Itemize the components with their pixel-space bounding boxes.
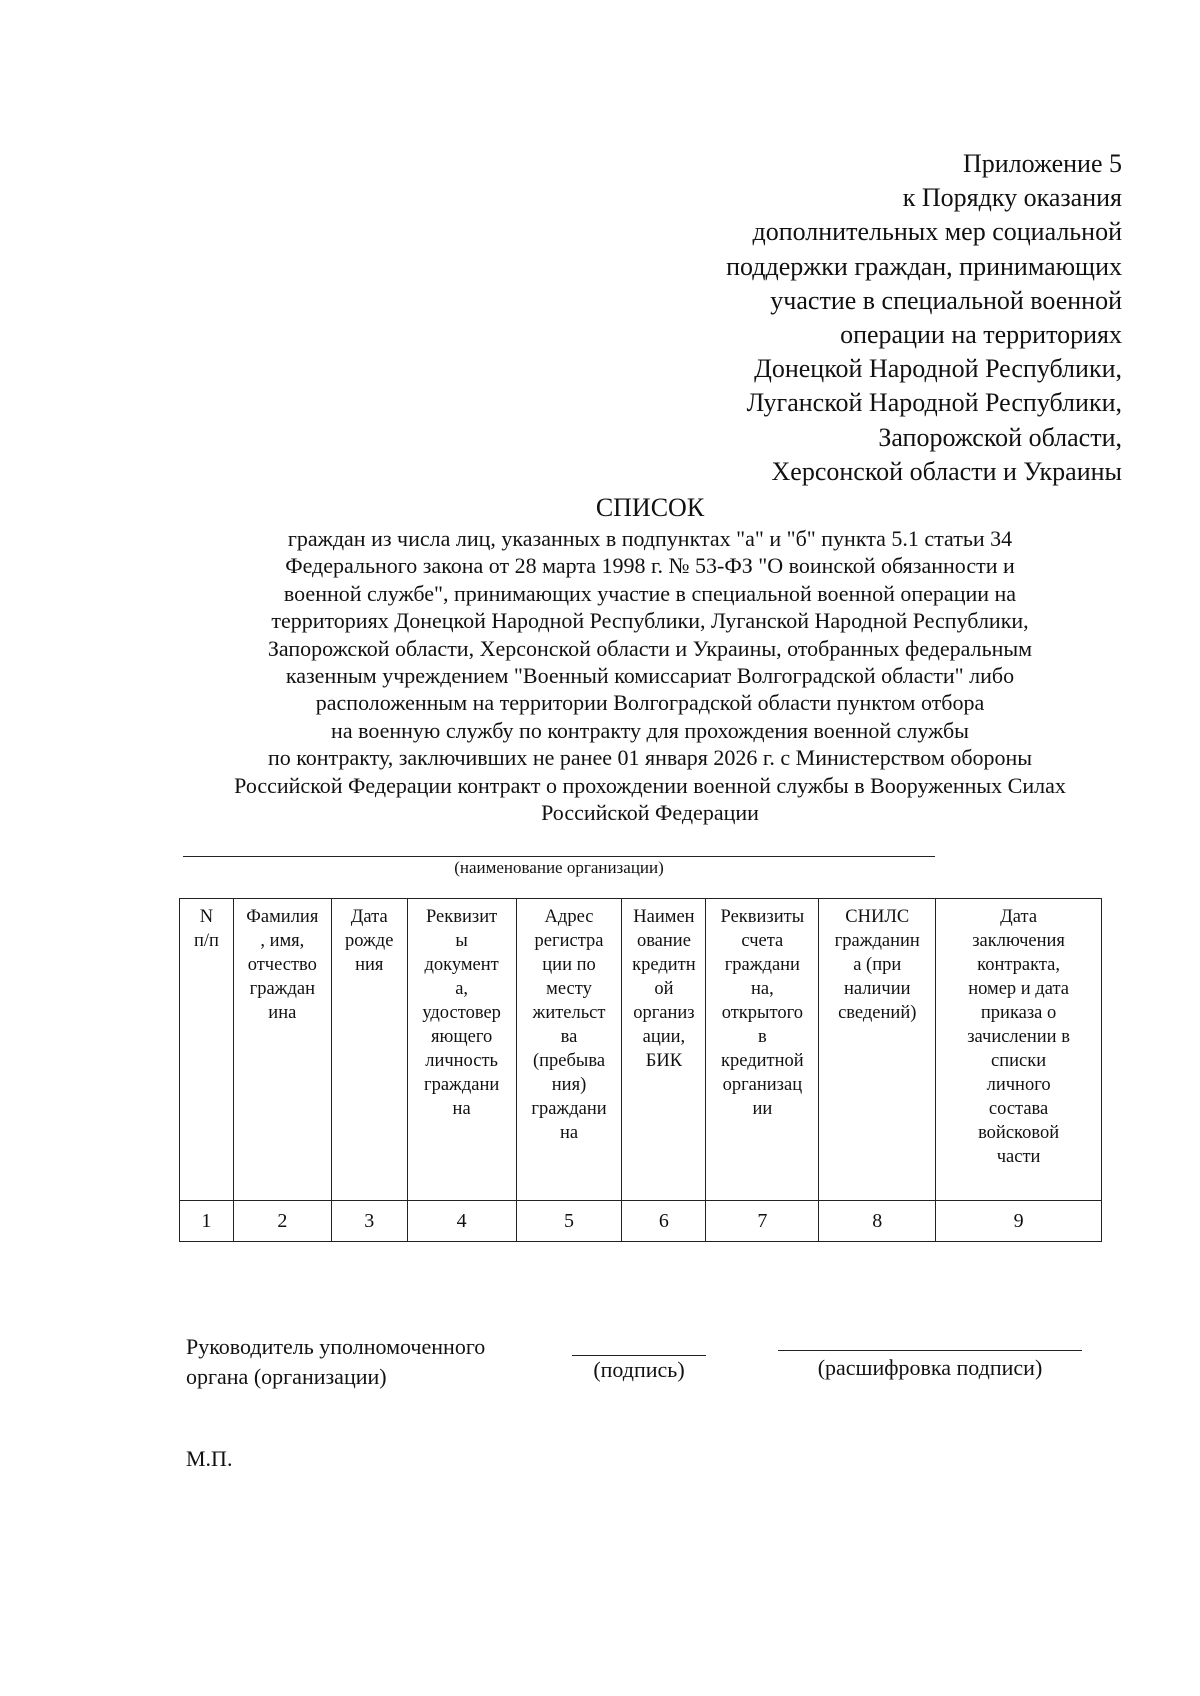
header-number: [180, 899, 234, 1201]
header-line: яющего: [431, 1027, 493, 1047]
header-line: (пребыва: [532, 1051, 606, 1071]
header-bank-name-bik: [622, 899, 706, 1201]
header-snils: [819, 899, 936, 1201]
header-line: приказа о: [980, 1003, 1057, 1023]
header-line: личного: [986, 1075, 1051, 1095]
appendix-line: поддержки граждан, принимающих: [726, 251, 1122, 281]
header-line: гражданин: [834, 931, 920, 951]
organization-name-line[interactable]: [183, 856, 935, 857]
signer-line: Руководитель уполномоченного: [186, 1334, 486, 1359]
subtitle-line: территориях Донецкой Народной Республики, Луганской Народной Республики,: [271, 608, 1029, 634]
column-number-cell: 8: [819, 1201, 936, 1242]
column-number-cell: 1: [180, 1201, 234, 1242]
header-line: граждани: [423, 1075, 500, 1095]
header-line: граждани: [724, 955, 800, 975]
header-line: счета: [741, 931, 784, 951]
header-line: ы: [455, 931, 468, 951]
header-line: личность: [425, 1051, 498, 1071]
subtitle-line: по контракту, заключивших не ранее 01 января 2026 г. с Министерством обороны: [267, 745, 1033, 771]
header-line: заключения: [972, 931, 1065, 951]
header-line: N: [199, 907, 214, 927]
header-line: зачислении в: [967, 1027, 1070, 1047]
header-line: а,: [455, 979, 469, 999]
signature-caption: (подпись): [593, 1357, 685, 1382]
header-line: ции по: [542, 955, 596, 975]
signer-title: [186, 1332, 485, 1392]
header-line: сведений): [838, 1003, 917, 1023]
header-line: ование: [636, 931, 691, 951]
column-number-cell: 3: [331, 1201, 407, 1242]
subtitle-line: Запорожской области, Херсонской области и Украины, отобранных федеральным: [267, 635, 1033, 661]
appendix-line: дополнительных мер социальной: [752, 217, 1122, 247]
header-line: месту: [546, 979, 592, 999]
header-line: жительст: [532, 1003, 606, 1023]
header-line: списки: [991, 1051, 1047, 1071]
column-number-cell: 6: [622, 1201, 706, 1242]
header-line: на: [559, 1123, 579, 1143]
header-line: Дата: [1000, 907, 1038, 927]
column-number-cell: 2: [233, 1201, 331, 1242]
header-line: отчество: [247, 955, 317, 975]
subtitle-line: Российской Федерации: [541, 800, 759, 826]
header-line: организац: [722, 1075, 803, 1095]
header-line: рожде: [344, 931, 394, 951]
header-line: ния: [355, 955, 384, 975]
header-line: ации,: [642, 1027, 686, 1047]
document-title: СПИСОК: [595, 493, 705, 522]
header-line: п/п: [193, 931, 219, 951]
header-contract-date: [936, 899, 1102, 1201]
appendix-line: Донецкой Народной Республики,: [754, 354, 1122, 384]
header-line: СНИЛС: [845, 907, 910, 927]
signer-line: органа (организации): [186, 1364, 387, 1389]
signature-decode-caption: (расшифровка подписи): [817, 1355, 1043, 1380]
header-line: граждани: [531, 1099, 607, 1119]
column-number-cell: 9: [936, 1201, 1102, 1242]
header-line: Дата: [350, 907, 388, 927]
appendix-line: Запорожской области,: [878, 422, 1122, 452]
header-line: ина: [268, 1003, 297, 1023]
header-line: ии: [752, 1099, 773, 1119]
header-line: наличии: [843, 979, 911, 999]
stamp-place: М.П.: [186, 1446, 233, 1471]
citizens-table: [179, 898, 1102, 1242]
header-line: Реквизит: [426, 907, 498, 927]
header-account-details: [706, 899, 819, 1201]
column-number-cell: 4: [407, 1201, 516, 1242]
appendix-line: операции на территориях: [840, 320, 1122, 350]
header-line: регистра: [534, 931, 604, 951]
header-line: организ: [633, 1003, 695, 1023]
header-line: документ: [424, 955, 499, 975]
header-line: на: [452, 1099, 471, 1119]
appendix-line: Приложение 5: [962, 149, 1122, 178]
subtitle-line: граждан из числа лиц, указанных в подпунктах "а" и "б" пункта 5.1 статьи 34: [287, 526, 1013, 551]
header-line: кредитной: [721, 1051, 804, 1071]
header-identity-document: [407, 899, 516, 1201]
header-line: ния): [551, 1075, 587, 1095]
appendix-line: Луганской Народной Республики,: [746, 388, 1122, 418]
header-line: номер и дата: [968, 979, 1069, 999]
appendix-line: Херсонской области и Украины: [771, 456, 1122, 486]
header-line: Наимен: [633, 907, 695, 927]
header-line: Реквизиты: [720, 907, 805, 927]
subtitle-line: военной службе", принимающих участие в специальной военной операции на: [283, 580, 1017, 606]
header-line: в: [757, 1027, 767, 1047]
header-line: кредитн: [632, 955, 696, 975]
document-subtitle: [170, 525, 1130, 826]
signature-decode-line[interactable]: [778, 1350, 1082, 1351]
column-number-cell: 7: [706, 1201, 819, 1242]
table-row: [180, 1201, 1102, 1242]
header-line: открытого: [721, 1003, 803, 1023]
header-line: части: [996, 1147, 1041, 1167]
table-header-row: [180, 899, 1102, 1201]
header-line: удостовер: [422, 1003, 501, 1023]
header-line: войсковой: [978, 1123, 1060, 1143]
subtitle-line: казенным учреждением "Военный комиссариат Волгоградской области" либо: [285, 663, 1015, 689]
appendix-line: к Порядку оказания: [902, 183, 1122, 213]
header-line: БИК: [645, 1051, 683, 1071]
header-line: ва: [560, 1027, 578, 1047]
subtitle-line: Российской Федерации контракт о прохождении военной службы в Вооруженных Силах: [234, 772, 1066, 798]
subtitle-line: Федерального закона от 28 марта 1998 г. № 53-ФЗ "О воинской обязанности и: [285, 553, 1015, 579]
header-address: [516, 899, 622, 1201]
header-line: граждан: [249, 979, 315, 999]
header-line: состава: [988, 1099, 1049, 1119]
subtitle-line: на военную службу по контракту для прохождения военной службы: [331, 717, 969, 743]
header-line: на,: [750, 979, 774, 999]
subtitle-line: расположенным на территории Волгоградской области пунктом отбора: [315, 690, 985, 716]
organization-name-caption: (наименование организации): [454, 858, 664, 877]
appendix-line: участие в специальной военной: [770, 285, 1122, 315]
header-line: а (при: [853, 955, 902, 975]
header-line: контракта,: [977, 955, 1061, 975]
column-number-cell: 5: [516, 1201, 622, 1242]
appendix-reference: [562, 147, 1122, 489]
header-full-name: [233, 899, 331, 1201]
header-line: , имя,: [260, 931, 305, 951]
header-line: ой: [654, 979, 674, 999]
header-line: Адрес: [544, 907, 594, 927]
header-birth-date: [331, 899, 407, 1201]
header-line: Фамилия: [246, 907, 319, 927]
signature-line[interactable]: [572, 1355, 706, 1356]
